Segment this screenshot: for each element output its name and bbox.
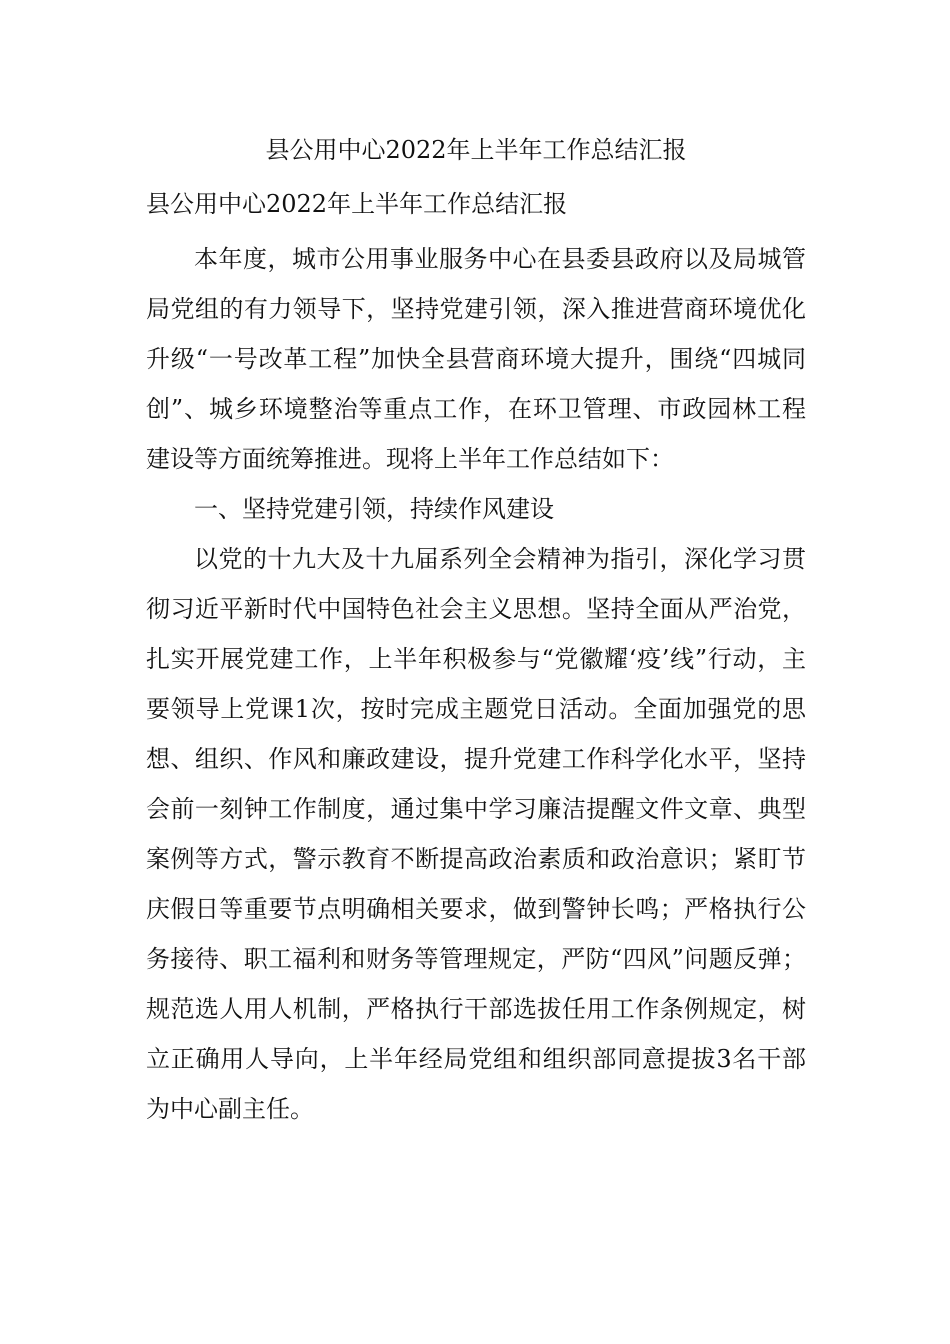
- section-paragraph: 以党的十九大及十九届系列全会精神为指引，深化学习贯彻习近平新时代中国特色社会主义思想。坚持全面从严治党，扎实开展党建工作，上半年积极参与“党徽耀‘疫’线”行动，主要领导上党课1次，按时完成主题党日活动。全面加强党的思想、组织、作风和廉政建设，提升党建工作科学化水平，坚持会前一刻钟工作制度，通过集中学习廉洁提醒文件文章、典型案例等方式，警示教育不断提高政治素质和政治意识；紧盯节庆假日等重要节点明确相关要求，做到警钟长鸣；严格执行公务接待、职工福利和财务等管理规定，严防“四风”问题反弹；规范选人用人机制，严格执行干部选拔任用工作条例规定，树立正确用人导向，上半年经局党组和组织部同意提拔3名干部为中心副主任。: [146, 545, 806, 1123]
- document-title: 县公用中心2022年上半年工作总结汇报: [265, 136, 687, 164]
- intro-paragraph: 本年度，城市公用事业服务中心在县委县政府以及局城管局党组的有力领导下，坚持党建引领，深入推进营商环境优化升级“一号改革工程”加快全县营商环境大提升，围绕“四城同创”、城乡环境整治等重点工作，在环卫管理、市政园林工程建设等方面统筹推进。现将上半年工作总结如下：: [146, 245, 806, 473]
- section-heading: 一、坚持党建引领，持续作风建设: [194, 495, 554, 523]
- document-body: [146, 130, 806, 1134]
- document-subtitle: 县公用中心2022年上半年工作总结汇报: [146, 190, 568, 218]
